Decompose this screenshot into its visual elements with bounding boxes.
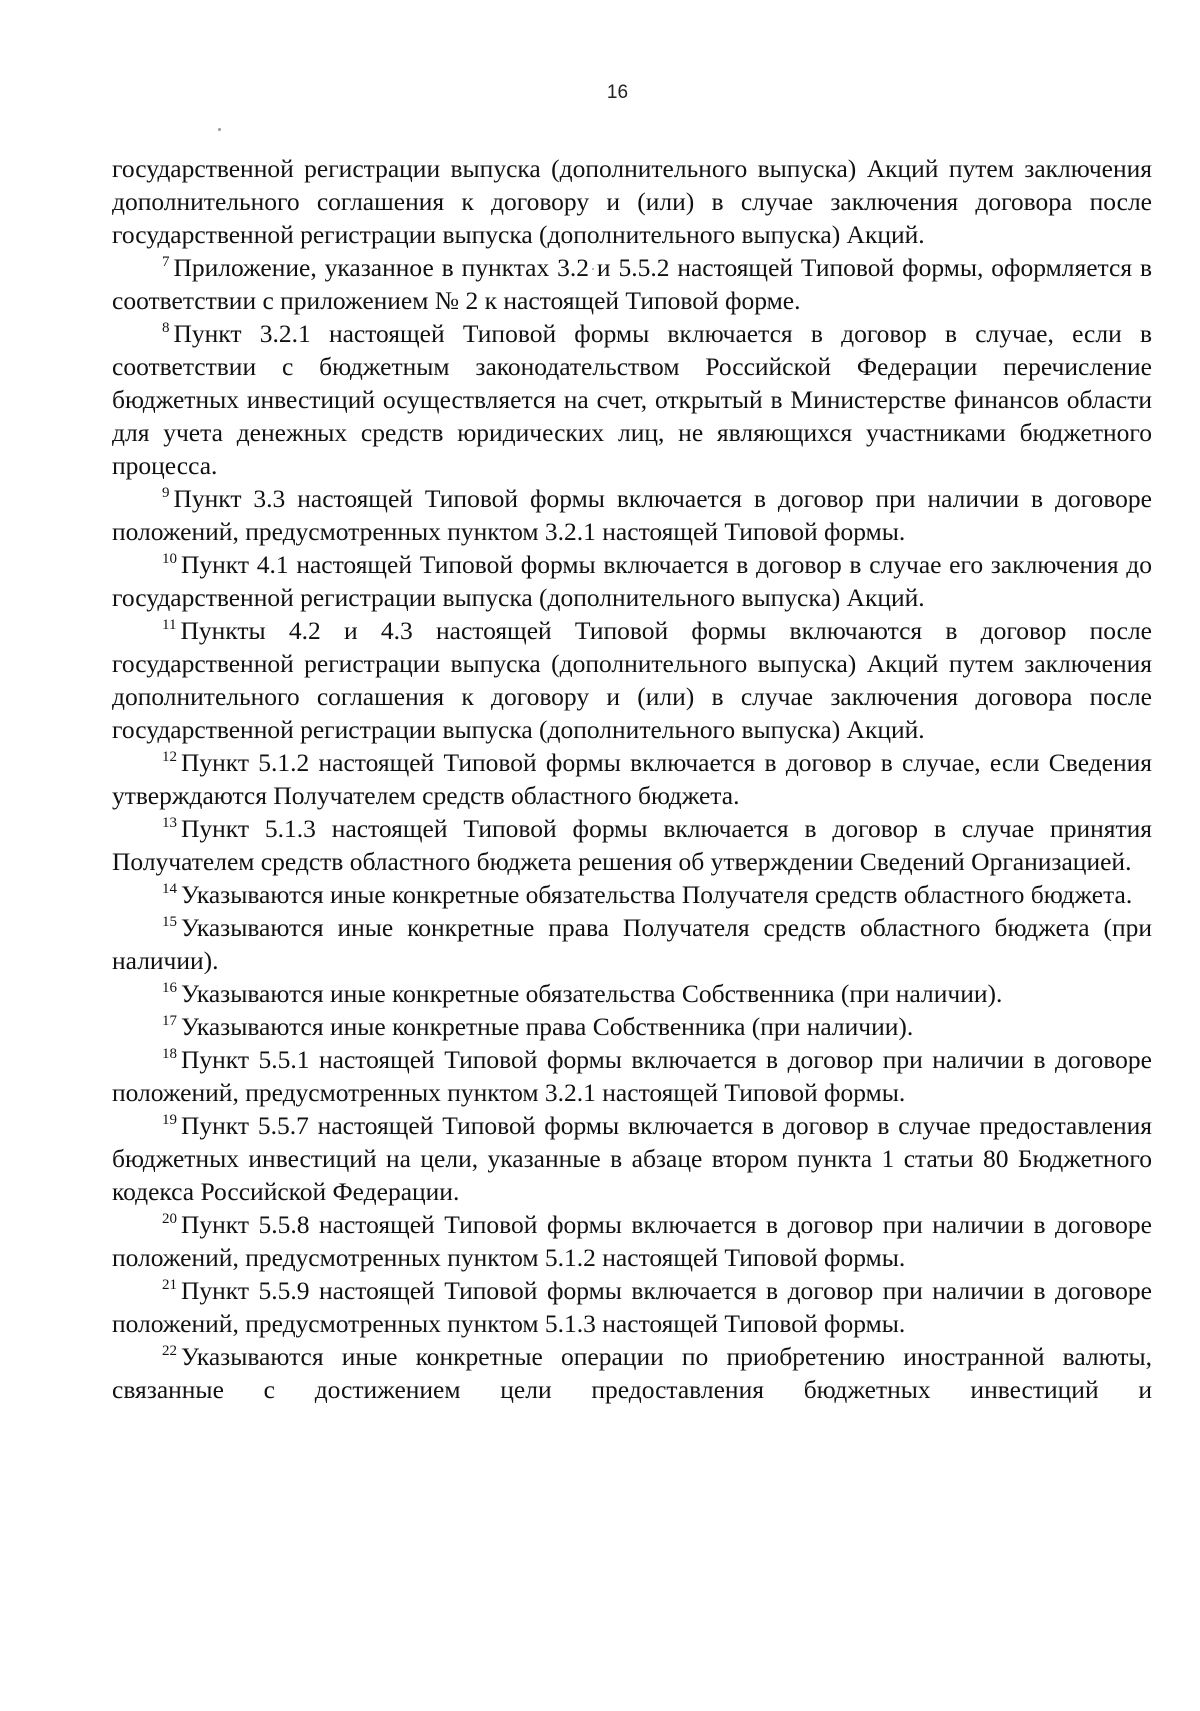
footnote-number: 14	[162, 881, 177, 897]
footnote-text: Пункт 5.1.3 настоящей Типовой формы включается в договор в случае принятия Получателем средств областного бюджета решения об утверждении Сведений Организацией.	[112, 814, 1152, 876]
footnote-number: 19	[162, 1112, 177, 1128]
footnote-number: 9	[162, 485, 170, 501]
footnote-10	[112, 548, 1152, 614]
page-number: 16	[606, 82, 629, 103]
footnote-number: 22	[162, 1343, 177, 1359]
footnote-number: 20	[162, 1211, 177, 1227]
footnote-text: Указываются иные конкретные права Получателя средств областного бюджета (при наличии).	[112, 913, 1152, 975]
footnote-text: Пункт 4.1 настоящей Типовой формы включается в договор в случае его заключения до государственной регистрации выпуска (дополнительного выпуска) Акций.	[112, 550, 1152, 612]
footnote-text: Пункт 5.5.7 настоящей Типовой формы включается в договор в случае предоставления бюджетных инвестиций на цели, указанные в абзаце втором пункта 1 статьи 80 Бюджетного кодекса Российской Федерации.	[112, 1111, 1152, 1206]
footnote-text: Указываются иные конкретные обязательства Собственника (при наличии).	[181, 979, 1003, 1008]
footnote-number: 7	[162, 254, 170, 270]
footnote-8	[112, 317, 1152, 482]
footnote-text: Пункт 5.5.8 настоящей Типовой формы включается в договор при наличии в договоре положений, предусмотренных пунктом 5.1.2 настоящей Типовой формы.	[112, 1210, 1152, 1272]
footnote-number: 16	[162, 980, 177, 996]
footnote-number: 15	[162, 914, 177, 930]
paragraph-text: государственной регистрации выпуска (дополнительного выпуска) Акций путем заключения дополнительного соглашения к договору и (или) в случае заключения договора после государственной регистрации выпуска (дополнительного выпуска) Акций.	[112, 154, 1152, 249]
footnote-text: Указываются иные конкретные права Собственника (при наличии).	[181, 1012, 914, 1041]
footnote-12	[112, 746, 1152, 812]
document-body	[112, 152, 1152, 1406]
footnote-17	[112, 1010, 1152, 1043]
scan-speck	[218, 128, 221, 131]
footnote-text: Приложение, указанное в пунктах 3.2 и 5.5.2 настоящей Типовой формы, оформляется в соответствии с приложением № 2 к настоящей Типовой форме.	[112, 253, 1152, 315]
footnote-21	[112, 1274, 1152, 1340]
footnote-number: 8	[162, 320, 170, 336]
footnote-number: 18	[162, 1046, 177, 1062]
footnote-text: Пункты 4.2 и 4.3 настоящей Типовой формы включаются в договор после государственной регистрации выпуска (дополнительного выпуска) Акций путем заключения дополнительного соглашения к договору и (или) в случае заключения договора после государственной регистрации выпуска (дополнительного выпуска) Акций.	[112, 616, 1152, 744]
footnote-number: 13	[162, 815, 177, 831]
footnote-20	[112, 1208, 1152, 1274]
footnote-number: 10	[162, 551, 177, 567]
footnote-18	[112, 1043, 1152, 1109]
footnote-number: 11	[162, 617, 177, 633]
footnote-text: Пункт 3.2.1 настоящей Типовой формы включается в договор в случае, если в соответствии с бюджетным законодательством Российской Федерации перечисление бюджетных инвестиций осуществляется на счет, открытый в Министерстве финансов области для учета денежных средств юридических лиц, не являющихся участниками бюджетного процесса.	[112, 319, 1152, 480]
footnote-number: 21	[162, 1277, 177, 1293]
continuation-paragraph	[112, 152, 1152, 251]
footnote-text: Пункт 5.1.2 настоящей Типовой формы включается в договор в случае, если Сведения утверждаются Получателем средств областного бюджета.	[112, 748, 1152, 810]
footnote-13	[112, 812, 1152, 878]
footnote-15	[112, 911, 1152, 977]
footnote-19	[112, 1109, 1152, 1208]
footnote-text: Пункт 5.5.1 настоящей Типовой формы включается в договор при наличии в договоре положений, предусмотренных пунктом 3.2.1 настоящей Типовой формы.	[112, 1045, 1152, 1107]
footnote-22	[112, 1340, 1152, 1406]
footnote-text: Пункт 5.5.9 настоящей Типовой формы включается в договор при наличии в договоре положений, предусмотренных пунктом 5.1.3 настоящей Типовой формы.	[112, 1276, 1152, 1338]
footnote-text: Указываются иные конкретные операции по приобретению иностранной валюты, связанные с достижением цели предоставления бюджетных инвестиций и	[112, 1342, 1152, 1404]
footnote-9	[112, 482, 1152, 548]
footnote-16	[112, 977, 1152, 1010]
footnote-11	[112, 614, 1152, 746]
footnote-text: Пункт 3.3 настоящей Типовой формы включается в договор при наличии в договоре положений, предусмотренных пунктом 3.2.1 настоящей Типовой формы.	[112, 484, 1152, 546]
footnote-7	[112, 251, 1152, 317]
footnote-14	[112, 878, 1152, 911]
footnote-text: Указываются иные конкретные обязательства Получателя средств областного бюджета.	[181, 880, 1133, 909]
footnote-number: 12	[162, 749, 177, 765]
footnote-number: 17	[162, 1013, 177, 1029]
